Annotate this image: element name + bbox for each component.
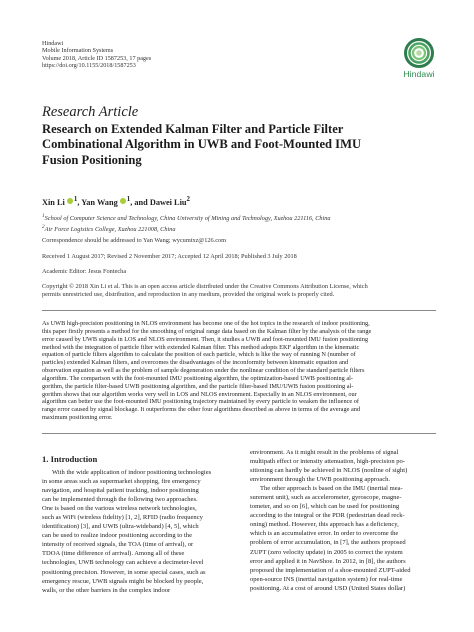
body-line: such as WiFi (wireless fidelity) [1, 2], RFID (radio frequency [42,514,203,522]
body-column-right [250,448,446,593]
hindawi-logo[interactable] [398,38,440,79]
volume-info: Volume 2018, Article ID 1587253, 17 pages [42,54,152,62]
copyright-line: permits unrestricted use, distribution, and reproduction in any medium, provided the original work is properly cited. [42,291,335,298]
body-line: proposed the implementation of a shoe-mounted ZUPT-aided [250,566,411,574]
journal-name: Mobile Information Systems [42,47,114,55]
author-name[interactable]: and Dawei Liu [134,197,187,207]
body-line: ZUPT (zero velocity update) in 2005 to correct the system [250,548,403,556]
title-line: Research on Extended Kalman Filter and Particle Filter [42,122,344,136]
divider [42,310,436,311]
body-line: positioning. At a cost of around USD (United States dollar) [250,584,406,592]
affiliation-line [42,212,331,223]
body-line: technologies, UWB technology can achieve a decimeter-level [42,559,204,567]
body-line: can be used to realize indoor positioning according to the [42,532,192,540]
affiliation-line [42,223,331,234]
body-line: error and applied it in NavShoe. In 2012, in [8], the authors [250,557,406,565]
abstract-line: gorithm shows that our algorithm works very well in LOS and NLOS environment. Especially in an NLOS environment, our [42,390,357,398]
affiliation-marker: 2 [42,224,45,231]
article-dates: Received 1 August 2017; Revised 2 November 2017; Accepted 12 April 2018; Published 3 July 2018 [42,253,297,260]
body-line: according to the integral or the PDR (pedestrian dead reck- [250,512,405,520]
orcid-icon[interactable] [120,198,126,204]
journal-header [42,40,151,70]
body-line: multipath effect or intensity attenuation, high-precision po- [250,458,405,466]
affiliation-marker: 1 [73,196,78,203]
abstract-line: maximum positioning error. [42,414,113,422]
abstract-line: this paper firstly presents a method for the smoothing of original range data based on the Kalman filter by the analysis of the range [42,327,372,335]
abstract-line: particles) extended Kalman filters, and overcomes the disadvantages of the inconformity between kinematic equation and [42,359,349,367]
body-line: problem of error accumulation, in [7], the authors proposed [250,539,406,547]
title-line: Fusion Positioning [42,152,142,167]
title-line: Combinational Algorithm in UWB and Foot-Mounted IMU [42,137,362,152]
body-line: surement unit), such as accelerometer, gyroscope, magne- [250,494,402,502]
article-type: Research Article [42,104,139,120]
body-line: intensity of received signals, the TOA (time of arrival), or [42,541,194,549]
article-title [42,122,442,168]
section-heading: 1. Introduction [42,454,98,464]
body-line: emergency rescue, UWB signals might be blocked by people, [42,577,204,585]
affiliation-marker: 1 [126,196,131,203]
correspondence: Correspondence should be addressed to Yan Wang; wycumtxz@126.com [42,237,227,244]
body-line: positioning precision. However, in some special cases, such as [42,568,206,576]
logo-text: Hindawi [403,69,435,79]
author-name[interactable]: Xin Li [42,197,65,207]
abstract-line: method with the integration of particle filter with extended Kalman filter. This method adopts EKF algorithm in the kinematic [42,343,360,351]
publisher-name: Hindawi [42,40,64,47]
body-line: oning) method. However, this approach has a deficiency, [250,521,399,529]
divider [42,433,436,434]
author-list: Xin Li $^1$, Yan Wang $^1$, and Dawei Liu$^2$ [42,196,190,207]
body-line: tometer, and so on [6], which can be used for positioning [250,503,400,511]
abstract-line: observation equation as well as the problem of sample degeneration under the nonlinear condition of the standard particle filters [42,367,365,375]
body-line: With the wide application of indoor positioning technologies [52,469,212,476]
body-line: environment. As it might result in the problems of signal [250,449,399,456]
body-line: TDOA (time difference of arrival). Among all of these [42,550,185,558]
copyright-notice [42,283,436,299]
affiliations [42,212,331,234]
affiliation-text: School of Computer Science and Technology, China University of Mining and Technology, Xuzhou 221116, China [44,215,331,223]
body-line: walls, or the other barriers in the complex indoor [42,586,171,594]
body-line: which is an accumulative error. In order to overcome the [250,530,399,538]
body-line: identification) [3], and UWB (ultra-wideband) [4, 5], which [42,523,199,531]
affiliation-marker: 2 [186,196,190,203]
body-line: in some areas such as supermarket shopping, fire emergency [42,478,201,486]
author-name[interactable]: Yan Wang [81,197,118,207]
abstract-line: As UWB high-precision positioning in NLOS environment has become one of the hot topics in the research of indoor positioning, [42,320,370,327]
abstract-line: equation of particle filters algorithm to calculate the position of each particle, which is like the way of running N (number of [42,351,356,359]
body-line: open-source INS (inertial navigation system) for real-time [250,575,403,583]
body-line: environment through the UWB positioning approach. [250,476,391,484]
abstract-line: error caused by UWB signals in LOS and NLOS environment. Then, it studies a UWB and foot-mounted IMU fusion positioning [42,335,369,343]
body-line: can be implemented through the following two approaches. [42,496,198,504]
affiliation-marker: 1 [42,213,45,219]
abstract-line: algorithm can better use the foot-mounted IMU positioning trajectory maintained by every particle to weaken the influence of [42,398,360,406]
body-line: One is based on the various wireless network technologies, [42,505,197,513]
hindawi-logo-icon [404,38,434,68]
academic-editor: Academic Editor: Jesus Fontecha [42,268,127,275]
doi-link[interactable]: https://doi.org/10.1155/2018/1587253 [42,62,136,70]
abstract-line: algorithm. The comparison with the foot-mounted IMU positioning algorithm, the optimization-based UWB positioning al- [42,374,354,382]
orcid-icon[interactable] [67,198,73,204]
body-line: The other approach is based on the IMU (inertial mea- [260,485,403,493]
abstract-line: range error caused by signal blockage. It outperforms the other four algorithms described as above in terms of the average and [42,406,361,414]
copyright-line: Copyright © 2018 Xin Li et al. This is an open access article distributed under the Creative Commons Attribution License, which [42,283,368,290]
body-line: sitioning can hardly be achieved in NLOS (nonline of sight) [250,467,408,475]
abstract [42,320,436,422]
abstract-line: gorithm, the particle filter-based UWB positioning algorithm, and the particle filter-based IMU/UWB fusion positioning al- [42,382,354,390]
body-line: navigation, and hospital patient tracking, indoor positioning [42,487,199,495]
body-column-left [42,468,238,595]
affiliation-text: Air Force Logistics College, Xuzhou 221008, China [44,226,176,234]
